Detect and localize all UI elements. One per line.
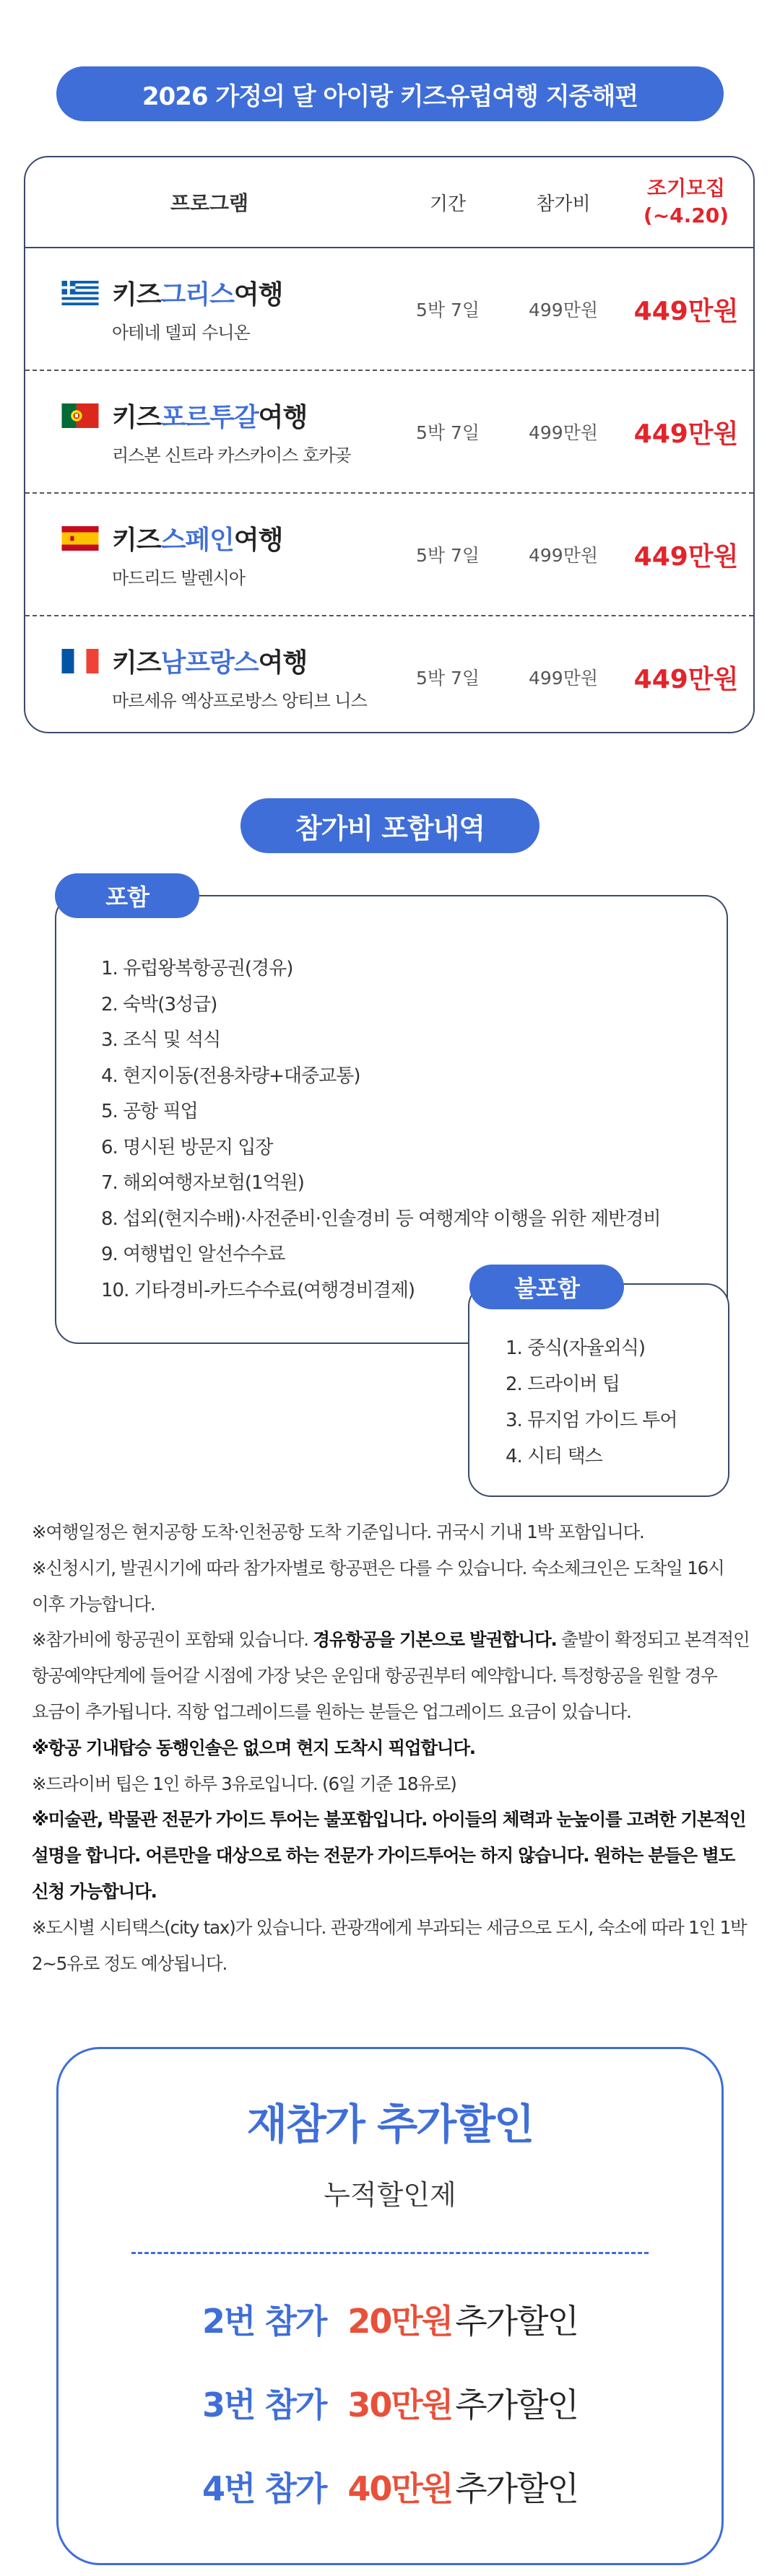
program-cities: 마르세유 엑상프로방스 앙티브 니스 <box>112 691 367 711</box>
header-fee: 참가비 <box>536 193 591 215</box>
header-early-line2: (~4.20) <box>643 204 729 227</box>
discount-divider <box>131 2252 649 2254</box>
program-period: 5박 7일 <box>415 300 480 320</box>
discount-row: 3번 참가 30만원추가할인 <box>202 2385 578 2424</box>
header-early-bird <box>625 175 748 230</box>
program-name: 키즈스페인여행 <box>112 525 283 555</box>
header-early-line1: 조기모집 <box>646 176 726 200</box>
included-list <box>101 951 660 1309</box>
program-early-price: 449만원 <box>633 541 739 572</box>
list-item: 10. 기타경비-카드수수료(여행경비결제) <box>101 1279 415 1301</box>
note: ※미술관, 박물관 전문가 가이드 투어는 불포함입니다. 아이들의 체력과 눈높이를 고려한 기본적인 설명을 합니다. 어른만을 대상으로 하는 전문가 가이드투어는 하지 않습니다. 원하는 분들은 별도 신청 가능합니다. <box>32 1809 746 1902</box>
excluded-list <box>506 1330 677 1475</box>
list-item: 8. 섭외(현지수배)·사전준비·인솔경비 등 여행계약 이행을 위한 제반경비 <box>101 1208 661 1230</box>
table-row <box>25 616 753 733</box>
program-fee: 499만원 <box>528 300 599 320</box>
program-fee: 499만원 <box>528 668 599 689</box>
greece-flag-icon <box>61 281 99 305</box>
note: ※도시별 시티택스(city tax)가 있습니다. 관광객에게 부과되는 세금으로 도시, 숙소에 따라 1인 1박 2~5유로 정도 예상됩니다. <box>32 1916 747 1974</box>
excluded-label: 불포함 <box>469 1265 624 1309</box>
note: ※여행일정은 현지공항 도착·인천공항 도착 기준입니다. 귀국시 기내 1박 포함입니다. <box>32 1521 644 1542</box>
table-row <box>25 494 753 616</box>
header-period: 기간 <box>429 193 467 215</box>
list-item: 5. 공항 픽업 <box>101 1101 198 1122</box>
note: ※항공 기내탑승 동행인솔은 없으며 현지 도착시 픽업합니다. <box>32 1737 475 1758</box>
note: ※드라이버 팁은 1인 하루 3유로입니다. (6일 기준 18유로) <box>32 1773 456 1794</box>
program-fee: 499만원 <box>528 545 599 566</box>
list-item: 9. 여행법인 알선수수료 <box>101 1244 285 1265</box>
list-item: 6. 명시된 방문지 입장 <box>101 1136 273 1158</box>
program-cities: 마드리드 발렌시아 <box>112 568 246 588</box>
list-item: 1. 유럽왕복항공권(경유) <box>101 958 293 979</box>
france-flag-icon <box>61 649 99 673</box>
program-cities: 아테네 델피 수니온 <box>112 323 250 343</box>
notes-section <box>32 1514 754 1981</box>
program-name: 키즈남프랑스여행 <box>112 648 308 678</box>
program-cities: 리스본 신트라 카스카이스 호카곶 <box>112 445 351 466</box>
header-program: 프로그램 <box>170 191 249 215</box>
list-item: 7. 해외여행자보험(1억원) <box>101 1172 304 1194</box>
list-item: 3. 뮤지엄 가이드 투어 <box>506 1410 677 1431</box>
program-table <box>24 156 755 733</box>
note: ※참가비에 항공권이 포함돼 있습니다. 경유항공을 기본으로 발권합니다. 출발이 확정되고 본격적인 항공예약단계에 들어갈 시점에 가장 낮은 운임대 항공권부터 예약합니다. 특정항공을 원할 경우 요금이 추가됩니다. 직항 업그레이드를 원하는 분들은 업그레이드 요금이 있습니다. <box>32 1629 750 1722</box>
program-fee: 499만원 <box>528 422 599 443</box>
program-name: 키즈포르투갈여행 <box>112 403 308 432</box>
program-early-price: 449만원 <box>633 419 739 449</box>
table-row <box>25 248 753 371</box>
list-item: 1. 중식(자율외식) <box>506 1337 646 1359</box>
spain-flag-icon <box>61 526 99 551</box>
note: ※신청시기, 발권시기에 따라 참가자별로 항공편은 다를 수 있습니다. 숙소체크인은 도착일 16시 이후 가능합니다. <box>32 1557 724 1615</box>
program-early-price: 449만원 <box>633 296 739 326</box>
list-item: 4. 시티 택스 <box>506 1446 602 1467</box>
included-label: 포함 <box>55 873 199 918</box>
table-row <box>25 371 753 494</box>
program-period: 5박 7일 <box>415 422 480 443</box>
list-item: 3. 조식 및 석식 <box>101 1029 221 1051</box>
program-early-price: 449만원 <box>633 664 739 694</box>
inclusions-title: 참가비 포함내역 <box>240 798 540 853</box>
list-item: 4. 현지이동(전용차량+대중교통) <box>101 1065 360 1087</box>
list-item: 2. 드라이버 팁 <box>506 1374 620 1395</box>
table-header <box>25 157 753 248</box>
program-period: 5박 7일 <box>415 545 480 566</box>
discount-row: 2번 참가 20만원추가할인 <box>202 2302 578 2341</box>
program-name: 키즈그리스여행 <box>112 280 283 310</box>
discount-subtitle: 누적할인제 <box>324 2179 456 2211</box>
discount-title: 재참가 추가할인 <box>246 2100 534 2149</box>
portugal-flag-icon <box>61 403 99 428</box>
page-title-banner: 2026 가정의 달 아이랑 키즈유럽여행 지중해편 <box>56 66 724 121</box>
list-item: 2. 숙박(3성급) <box>101 993 217 1016</box>
program-period: 5박 7일 <box>415 668 480 689</box>
discount-row: 4번 참가 40만원추가할인 <box>202 2469 578 2508</box>
